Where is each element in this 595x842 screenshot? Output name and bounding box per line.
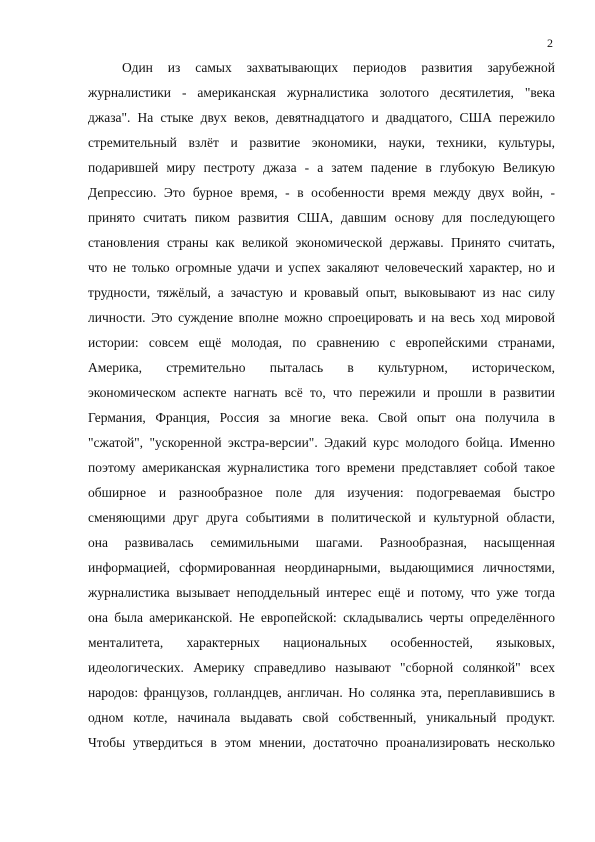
text-line: поэтому американская журналистика того времени представляет собой такое (88, 460, 555, 475)
text-line: журналистика вызывает неподдельный интерес ещё и потому, что уже тогда (88, 585, 555, 600)
text-line: одном котле, начинала выдавать свой собственный, уникальный продукт. (88, 710, 555, 725)
text-line: менталитета, характерных национальных особенностей, языковых, (88, 635, 555, 650)
text-line: стремительный взлёт и развитие экономики, науки, техники, культуры, (88, 135, 555, 150)
text-line: истории: совсем ещё молодая, по сравнению с европейскими странами, (88, 335, 555, 350)
text-line: "сжатой", "ускоренной экстра-версии". Эдакий курс молодого бойца. Именно (88, 435, 555, 450)
text-line: джаза". На стыке двух веков, девятнадцатого и двадцатого, США пережило (88, 110, 555, 125)
text-line: она была американской. Не европейской: складывались черты определённого (88, 610, 555, 625)
text-line: Чтобы утвердиться в этом мнении, достаточно проанализировать несколько (88, 735, 555, 750)
text-line: трудности, тяжёлый, а зачастую и кровавый опыт, выковывают из нас силу (88, 285, 555, 300)
text-line: она развивалась семимильными шагами. Разнообразная, насыщенная (88, 535, 555, 550)
text-line: Германия, Франция, Россия за многие века. Свой опыт она получила в (88, 410, 555, 425)
text-line: принято считать пиком развития США, давшим основу для последующего (88, 210, 555, 225)
text-line: информацией, сформированная неординарными, выдающимися личностями, (88, 560, 555, 575)
text-line: идеологических. Америку справедливо называют "сборной солянкой" всех (88, 660, 555, 675)
text-line: подарившей миру пестроту джаза - а затем падение в глубокую Великую (88, 160, 555, 175)
text-line: Америка, стремительно пыталась в культурном, историческом, (88, 360, 555, 375)
page-number: 2 (547, 36, 553, 50)
text-line: обширное и разнообразное поле для изучения: подогреваемая быстро (88, 485, 555, 500)
text-line: журналистики - американская журналистика золотого десятилетия, "века (88, 85, 555, 100)
text-line: что не только огромные удачи и успех закаляют человеческий характер, но и (88, 260, 555, 275)
text-line: становления страны как великой экономической державы. Принято считать, (88, 235, 555, 250)
text-line: личности. Это суждение вполне можно спроецировать и на весь ход мировой (88, 310, 555, 325)
text-line: сменяющими друг друга событиями в политической и культурной области, (88, 510, 555, 525)
text-line: экономическом аспекте нагнать всё то, что пережили и прошли в развитии (88, 385, 555, 400)
text-line: Один из самых захватывающих периодов развития зарубежной (122, 60, 555, 75)
body-paragraph (88, 55, 555, 755)
text-line: Депрессию. Это бурное время, - в особенности время между двух войн, - (88, 185, 555, 200)
text-line: народов: французов, голландцев, англичан. Но солянка эта, переплавившись в (88, 685, 555, 700)
